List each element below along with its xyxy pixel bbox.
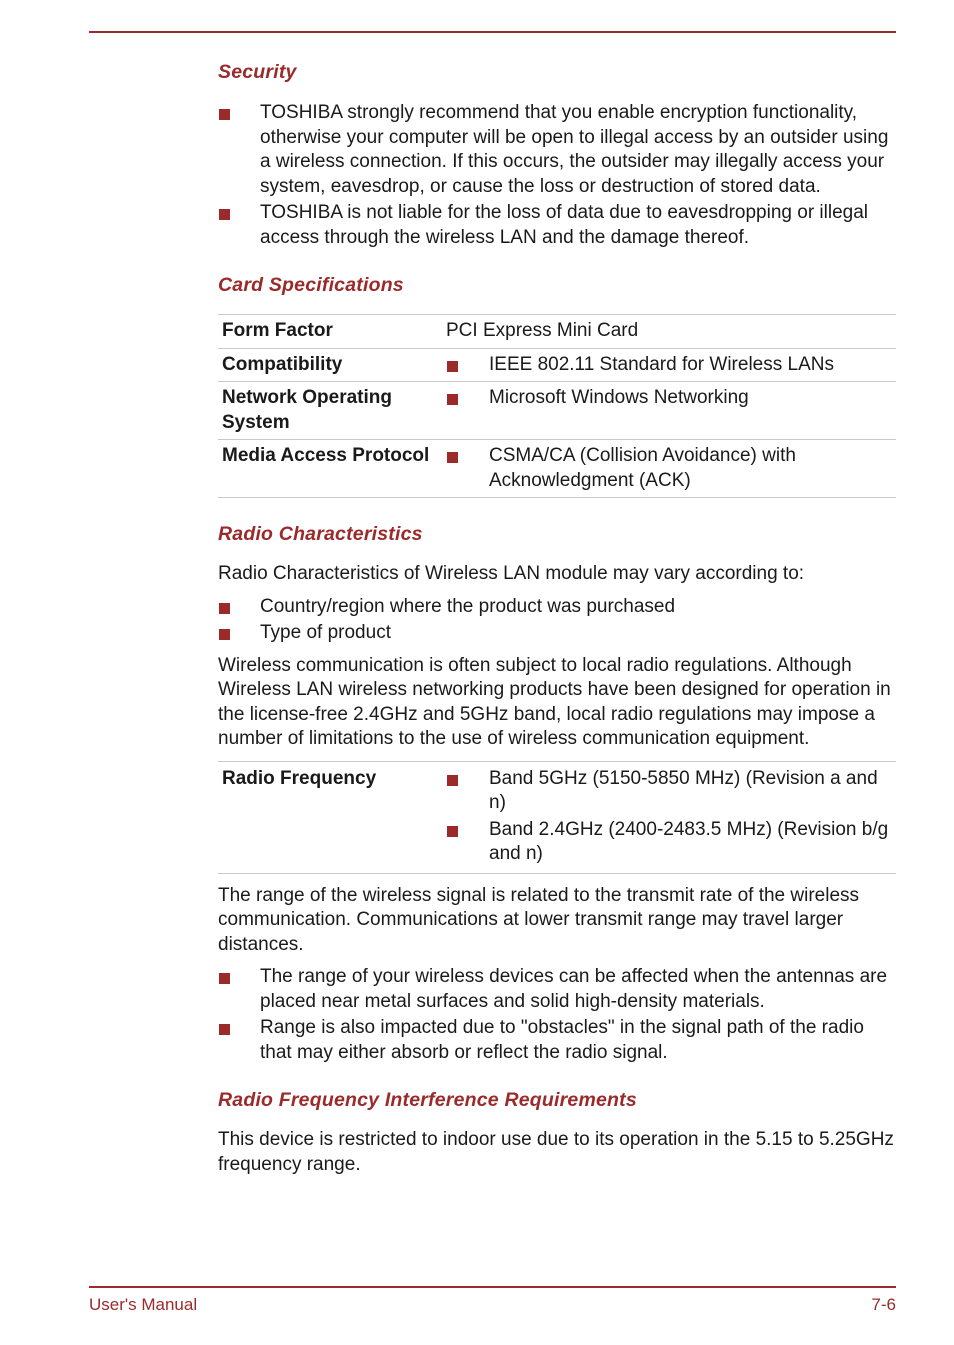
square-bullet-icon	[447, 826, 458, 837]
list-item	[446, 386, 892, 411]
header-rule	[89, 31, 896, 33]
radio-paragraph: Wireless communication is often subject to local radio regulations. Although Wireless LAN wireless networking products have been designed for operation in the license-free 2.4GHz and 5GHz band, local radio regulations may impose a number of limitations to the use of wireless communication equipment.	[218, 654, 891, 749]
security-list	[218, 101, 896, 250]
spec-value	[442, 382, 896, 440]
list-item	[446, 353, 892, 378]
radio-intro: Radio Characteristics of Wireless LAN module may vary according to:	[218, 563, 805, 584]
list-item	[218, 101, 896, 199]
square-bullet-icon	[219, 1024, 230, 1035]
rfi-paragraph: This device is restricted to indoor use due to its operation in the 5.15 to 5.25GHz frequency range.	[218, 1129, 894, 1175]
spec-value	[442, 348, 896, 382]
spec-label: Media Access Protocol	[218, 440, 442, 498]
radio-frequency-table	[218, 761, 896, 874]
table-row	[218, 440, 896, 498]
spec-value: PCI Express Mini Card	[442, 315, 896, 349]
card-specs-table	[218, 314, 896, 498]
list-item-text: IEEE 802.11 Standard for Wireless LANs	[489, 353, 834, 375]
range-paragraph: The range of the wireless signal is related to the transmit rate of the wireless communication. Communications at lower transmit range may travel larger distances.	[218, 884, 860, 955]
list-item-text: Type of product	[260, 622, 391, 643]
list-item-text: Microsoft Windows Networking	[489, 387, 749, 408]
footer-rule	[89, 1286, 896, 1288]
security-heading: Security	[218, 61, 297, 83]
radio-list	[218, 595, 896, 646]
list-item-text: Range is also impacted due to "obstacles" in the signal path of the radio that may either absorb or reflect the radio signal.	[260, 1017, 864, 1063]
list-item	[218, 1016, 896, 1065]
list-item	[218, 621, 896, 646]
card-specs-heading: Card Specifications	[218, 274, 404, 296]
square-bullet-icon	[447, 775, 458, 786]
square-bullet-icon	[219, 629, 230, 640]
range-list	[218, 965, 896, 1065]
spec-value	[442, 761, 896, 873]
square-bullet-icon	[219, 973, 230, 984]
rfi-heading: Radio Frequency Interference Requirements	[218, 1089, 637, 1111]
list-item-text: Band 5GHz (5150-5850 MHz) (Revision a and n)	[489, 767, 878, 813]
list-item-text: Band 2.4GHz (2400-2483.5 MHz) (Revision b/g and n)	[489, 818, 889, 864]
list-item-text: Country/region where the product was purchased	[260, 595, 676, 617]
list-item-text: CSMA/CA (Collision Avoidance) with Acknowledgment (ACK)	[489, 445, 796, 491]
table-row	[218, 761, 896, 873]
list-item	[218, 965, 896, 1014]
list-item	[446, 818, 892, 867]
table-row	[218, 382, 896, 440]
square-bullet-icon	[447, 452, 458, 463]
list-item	[446, 767, 892, 816]
table-row	[218, 315, 896, 349]
spec-label: Network Operating System	[218, 382, 442, 440]
spec-value	[442, 440, 896, 498]
square-bullet-icon	[447, 361, 458, 372]
page-content	[218, 58, 896, 1177]
spec-label: Form Factor	[218, 315, 442, 349]
spec-label: Compatibility	[218, 348, 442, 382]
square-bullet-icon	[219, 603, 230, 614]
list-item-text: The range of your wireless devices can be affected when the antennas are placed near metal surfaces and solid high-density materials.	[260, 966, 888, 1012]
list-item	[446, 444, 892, 493]
footer-manual-title: User's Manual	[89, 1295, 198, 1314]
square-bullet-icon	[219, 109, 230, 120]
square-bullet-icon	[447, 394, 458, 405]
list-item	[218, 595, 896, 620]
square-bullet-icon	[219, 209, 230, 220]
list-item-text: TOSHIBA strongly recommend that you enable encryption functionality, otherwise your computer will be open to illegal access by an outsider using a wireless connection. If this occurs, the outsider may illegally access your system, eavesdrop, or cause the loss or destruction of stored data.	[260, 102, 889, 197]
spec-label: Radio Frequency	[218, 761, 442, 873]
list-item	[218, 201, 896, 250]
footer-page-number: 7-6	[871, 1295, 896, 1314]
list-item-text: TOSHIBA is not liable for the loss of data due to eavesdropping or illegal access through the wireless LAN and the damage thereof.	[260, 202, 869, 248]
radio-heading: Radio Characteristics	[218, 523, 423, 545]
table-row	[218, 348, 896, 382]
